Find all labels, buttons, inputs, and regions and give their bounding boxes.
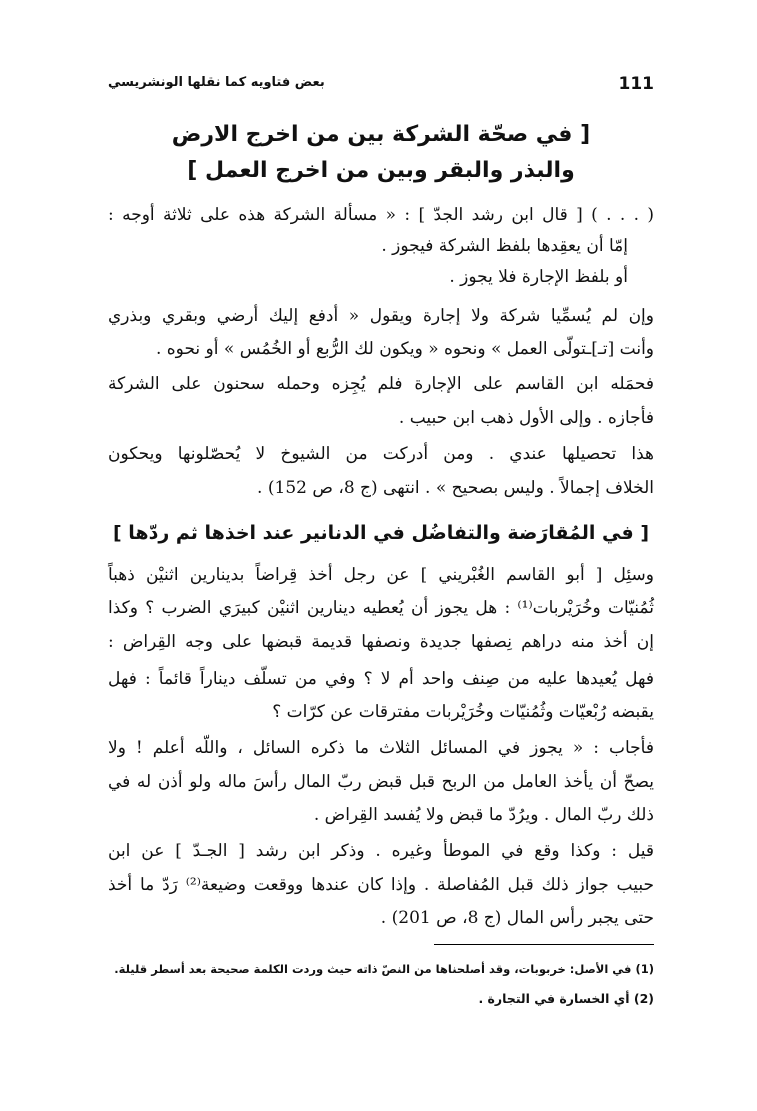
footnote: (2) أي الخسارة في التجارة . xyxy=(478,991,654,1006)
paragraph-line: وإن لم يُسمِّيا شركة ولا إجارة ويقول « أدفع إليك أرضي وبقري وبذري xyxy=(108,306,654,326)
paragraph-line: فهل يُعيدها عليه من صِنف واحد أم لا ؟ وفي من تسلّف ديناراً قائماً : فهل xyxy=(108,669,654,689)
section2-title: [ في المُقارَضة والتفاضُل في الدنانير عند اخذها ثم ردّها ] xyxy=(112,522,650,544)
paragraph-line: حتى يجبر رأس المال (ج 8، ص 201) . xyxy=(380,908,654,928)
paragraph-line: وسئِل [ أبو القاسم الغُبْريني ] عن رجل أخذ قِراضاً بدينارين اثنيْن ذهباً xyxy=(108,565,654,585)
paragraph-line: ثُمُنيّات وخُرَيْربات⁽¹⁾ : هل يجوز أن يُعطيه دينارين اثنيْن كبيرَي الضرب ؟ وكذا xyxy=(108,598,654,618)
paragraph-line: هذا تحصيلها عندي . ومن أدركت من الشيوخ لا يُحصّلونها ويحكون xyxy=(108,444,654,464)
section1-title-line2: والبذر والبقر وبين من اخرج العمل ] xyxy=(187,158,575,183)
paragraph-line: وأنت [تـ]ـتولّى العمل » ونحوه « ويكون لك الرُّبع أو الخُمُس » أو نحوه . xyxy=(155,339,654,359)
paragraph-line: حبيب جواز ذلك قبل المُفاصلة . وإذا كان عندها ووقعت وضيعة⁽²⁾ رَدّ ما أخذ xyxy=(108,875,655,895)
footnote: (1) في الأصل: خربوبات، وقد أصلحناها من النصّ ذاته حيث وردت الكلمة صحيحة بعد أسطر قليلة. xyxy=(114,962,654,976)
paragraph-line: فأجازه . وإلى الأول ذهب ابن حبيب . xyxy=(398,408,654,428)
paragraph-line: قيل : وكذا وقع في الموطأ وغيره . وذكر ابن رشد [ الجـدّ ] عن ابن xyxy=(108,841,654,861)
paragraph-line: ( . . . ) [ قال ابن رشد الجدّ ] : « مسألة الشركة هذه على ثلاثة أوجه : xyxy=(108,205,654,225)
paragraph-line: إن أخذ منه دراهم نِصفها جديدة ونصفها قديمة قبضها على وجه القِراض : xyxy=(108,632,654,652)
running-title: بعض فتاويه كما نقلها الونشريسي xyxy=(108,75,325,90)
footnote-separator xyxy=(434,944,654,945)
page-header xyxy=(108,74,654,98)
paragraph-line: يصحّ أن يأخذ العامل من الربح قبل قبض ربّ المال رأسَ ماله ولو أذن له في xyxy=(108,772,654,792)
paragraph-line: يقبضه رُبْعيّات وثُمُنيّات وخُرَيْربات مفترقات عن كرّات ؟ xyxy=(272,702,654,722)
section1-title-line1: [ في صحّة الشركة بين من اخرج الارض xyxy=(171,122,591,147)
page-number: 111 xyxy=(618,74,654,94)
paragraph-line: فحمَله ابن القاسم على الإجارة فلم يُجِزه وحمله سحنون على الشركة xyxy=(108,374,654,394)
paragraph-line: أو بلفظ الإجارة فلا يجوز . xyxy=(449,267,628,287)
paragraph-line: ذلك ربّ المال . ويرُدّ ما قبض ولا يُفسد القِراض . xyxy=(313,805,654,825)
paragraph-line: إمّا أن يعقِدها بلفظ الشركة فيجوز . xyxy=(381,236,628,256)
paragraph-line: الخلاف إجمالاً . وليس بصحيح » . انتهى (ج 8، ص 152) . xyxy=(257,478,654,498)
paragraph-line: فأجاب : « يجوز في المسائل الثلاث ما ذكره السائل ، واللّه أعلم ! ولا xyxy=(108,738,654,758)
